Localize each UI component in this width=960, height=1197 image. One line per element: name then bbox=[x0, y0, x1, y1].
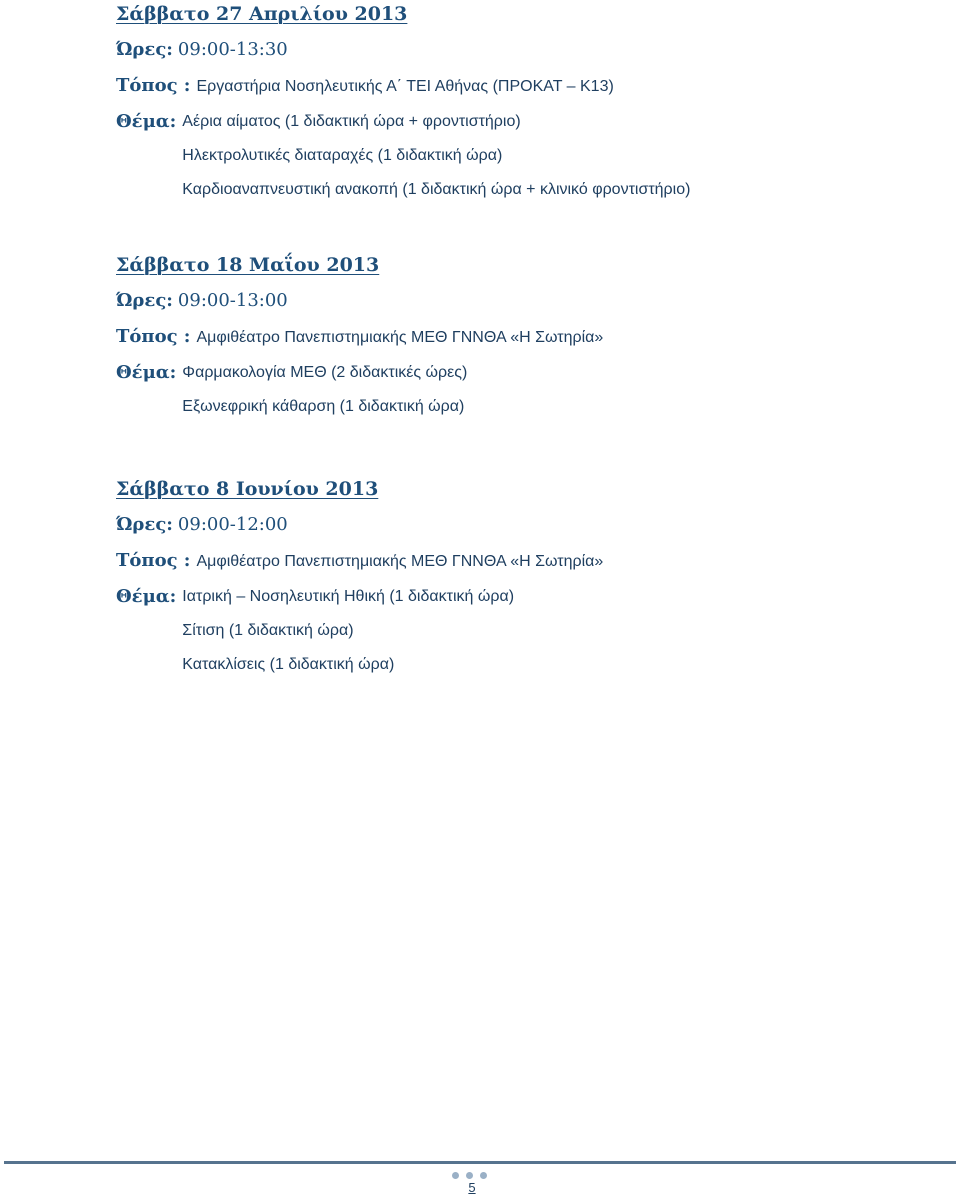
session-place bbox=[116, 547, 916, 583]
session-place bbox=[116, 323, 916, 359]
footer-dot bbox=[466, 1172, 473, 1179]
page-number: 5 bbox=[468, 1180, 476, 1195]
hours-value: 09:00-13:30 bbox=[177, 39, 288, 60]
place-label: Τόπος : bbox=[116, 75, 191, 96]
topic-item: Εξωνεφρική κάθαρση (1 διδακτική ώρα) bbox=[182, 398, 465, 415]
session-hours bbox=[116, 511, 916, 547]
topic-label: Θέμα: bbox=[116, 111, 177, 132]
hours-label: Ώρες: bbox=[116, 514, 173, 535]
session-3 bbox=[116, 475, 916, 685]
footer-dot bbox=[452, 1172, 459, 1179]
topic-item: Αέρια αίματος (1 διδακτική ώρα + φροντιστήριο) bbox=[182, 113, 521, 130]
place-label: Τόπος : bbox=[116, 326, 191, 347]
session-date: Σάββατο 8 Ιουνίου 2013 bbox=[116, 478, 379, 500]
session-1 bbox=[116, 0, 916, 210]
topic-item: Φαρμακολογία ΜΕΘ (2 διδακτικές ώρες) bbox=[182, 364, 468, 381]
topic-list bbox=[182, 583, 514, 685]
footer-divider bbox=[4, 1161, 956, 1164]
session-topics bbox=[116, 108, 916, 210]
hours-value: 09:00-12:00 bbox=[177, 514, 288, 535]
place-value: Αμφιθέατρο Πανεπιστημιακής ΜΕΘ ΓΝΝΘΑ «Η Σωτηρία» bbox=[196, 553, 604, 570]
session-hours bbox=[116, 36, 916, 72]
hours-label: Ώρες: bbox=[116, 39, 173, 60]
topic-item: Ιατρική – Νοσηλευτική Ηθική (1 διδακτική ώρα) bbox=[182, 588, 515, 605]
place-value: Εργαστήρια Νοσηλευτικής Α΄ ΤΕΙ Αθήνας (ΠΡΟΚΑΤ – Κ13) bbox=[196, 78, 614, 95]
place-value: Αμφιθέατρο Πανεπιστημιακής ΜΕΘ ΓΝΝΘΑ «Η Σωτηρία» bbox=[196, 329, 604, 346]
place-label: Τόπος : bbox=[116, 550, 191, 571]
session-topics bbox=[116, 359, 916, 427]
topic-label: Θέμα: bbox=[116, 362, 177, 383]
session-2 bbox=[116, 251, 916, 427]
topic-label: Θέμα: bbox=[116, 586, 177, 607]
session-topics bbox=[116, 583, 916, 685]
session-date: Σάββατο 18 Μαΐου 2013 bbox=[116, 254, 380, 276]
topic-list bbox=[182, 108, 690, 210]
session-hours bbox=[116, 287, 916, 323]
topic-item: Κατακλίσεις (1 διδακτική ώρα) bbox=[182, 656, 395, 673]
session-place bbox=[116, 72, 916, 108]
topic-item: Ηλεκτρολυτικές διαταραχές (1 διδακτική ώρα) bbox=[182, 147, 503, 164]
footer-dot bbox=[480, 1172, 487, 1179]
topic-item: Καρδιοαναπνευστική ανακοπή (1 διδακτική ώρα + κλινικό φροντιστήριο) bbox=[182, 181, 691, 198]
hours-label: Ώρες: bbox=[116, 290, 173, 311]
session-date: Σάββατο 27 Απριλίου 2013 bbox=[116, 3, 408, 25]
topic-list bbox=[182, 359, 467, 427]
hours-value: 09:00-13:00 bbox=[177, 290, 288, 311]
topic-item: Σίτιση (1 διδακτική ώρα) bbox=[182, 622, 354, 639]
